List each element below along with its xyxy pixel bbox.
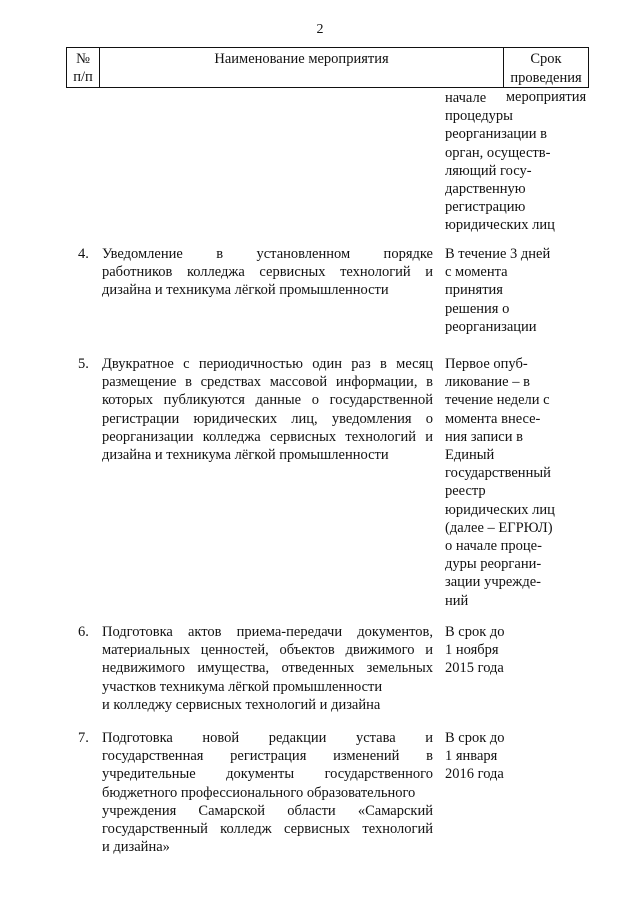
description-line: учредительные документы государственного [102, 766, 433, 783]
header-col-name-label: Наименование мероприятия [214, 51, 389, 67]
description-line: работников колледжа сервисных технологий и [102, 264, 433, 281]
term-line: зации учрежде- [445, 574, 541, 591]
row-description [102, 245, 433, 300]
term-line: ляющий госу- [445, 162, 532, 179]
header-col-term-line: мероприятия [505, 89, 587, 105]
term-line: 2016 года [445, 766, 504, 783]
description-line: Уведомление в установленном порядке [102, 246, 433, 262]
row-number: 6. [78, 624, 89, 640]
row-number: 7. [78, 730, 89, 746]
description-line: материальных ценностей, объектов движимого и [102, 642, 433, 659]
row-term [445, 355, 590, 610]
term-line: (далее – ЕГРЮЛ) [445, 519, 553, 536]
description-line: Двукратное с периодичностью один раз в месяц [102, 356, 433, 372]
description-line: размещение в средствах массовой информации, в [102, 374, 433, 391]
row-term [445, 623, 590, 678]
description-line: недвижимого имущества, отведенных земельных [102, 660, 433, 677]
row-number: 4. [78, 246, 89, 262]
description-line: Подготовка новой редакции устава и [102, 730, 433, 746]
row-term [445, 245, 590, 336]
term-line: ний [445, 592, 469, 609]
header-col-number-line: п/п [73, 69, 93, 85]
term-line: дарственную [445, 181, 526, 198]
term-line: 2015 года [445, 660, 504, 677]
row-term [445, 729, 590, 784]
term-line: регистрацию [445, 199, 526, 216]
row-number: 5. [78, 356, 89, 372]
term-line: с момента [445, 264, 508, 281]
term-line: юридических лиц [445, 217, 555, 234]
header-col-term-line: Срок проведения [510, 51, 582, 86]
description-line: государственный колледж сервисных технологий [102, 821, 433, 838]
term-line: о начале проце- [445, 538, 542, 555]
header-col-name [100, 48, 504, 87]
header-col-number [67, 48, 100, 87]
description-line: дизайна и техникума лёгкой промышленности [102, 282, 389, 299]
term-line: В срок до [445, 624, 505, 640]
description-line: участков техникума лёгкой промышленности [102, 678, 383, 695]
description-line: бюджетного профессионального образовательного [102, 784, 416, 801]
term-line: юридических лиц [445, 501, 555, 518]
term-line: 1 января [445, 748, 498, 765]
term-line: государственный [445, 465, 551, 482]
row-description [102, 623, 433, 714]
term-line: реорганизации в [445, 126, 548, 143]
term-line: начале [445, 90, 487, 106]
description-line: государственная регистрация изменений в [102, 748, 433, 765]
term-line: ния записи в [445, 428, 523, 445]
term-line: решения о [445, 300, 510, 317]
page-number: 2 [316, 22, 324, 37]
description-line: реорганизации колледжа сервисных технологий и [102, 428, 433, 445]
term-line: принятия [445, 282, 503, 299]
term-line: момента внесе- [445, 410, 541, 427]
term-line: Единый [445, 447, 495, 464]
continuation-term [445, 89, 590, 235]
term-line: орган, осуществ- [445, 144, 551, 161]
description-line: дизайна и техникума лёгкой промышленности [102, 447, 389, 464]
description-line: которых публикуются данные о государственной [102, 392, 433, 409]
term-line: процедуры [445, 108, 513, 125]
header-col-number-line: № [76, 51, 90, 67]
term-line: дуры реоргани- [445, 556, 542, 573]
term-line: В срок до [445, 730, 505, 746]
term-line: реорганизации [445, 318, 537, 335]
description-line: и дизайна» [102, 839, 170, 856]
row-description [102, 355, 433, 464]
term-line: реестр [445, 483, 486, 500]
term-line: ликование – в [445, 374, 530, 391]
term-line: 1 ноября [445, 642, 499, 659]
description-line: Подготовка актов приема-передачи документов, [102, 624, 433, 640]
description-line: регистрации юридических лиц, уведомления о [102, 410, 433, 427]
description-line: учреждения Самарской области «Самарский [102, 802, 433, 819]
term-line: течение недели с [445, 392, 550, 409]
description-line: и колледжу сервисных технологий и дизайна [102, 696, 381, 713]
row-description [102, 729, 433, 856]
term-line: В течение 3 дней [445, 246, 551, 262]
header-col-term [504, 48, 588, 105]
term-line: Первое опуб- [445, 356, 528, 372]
